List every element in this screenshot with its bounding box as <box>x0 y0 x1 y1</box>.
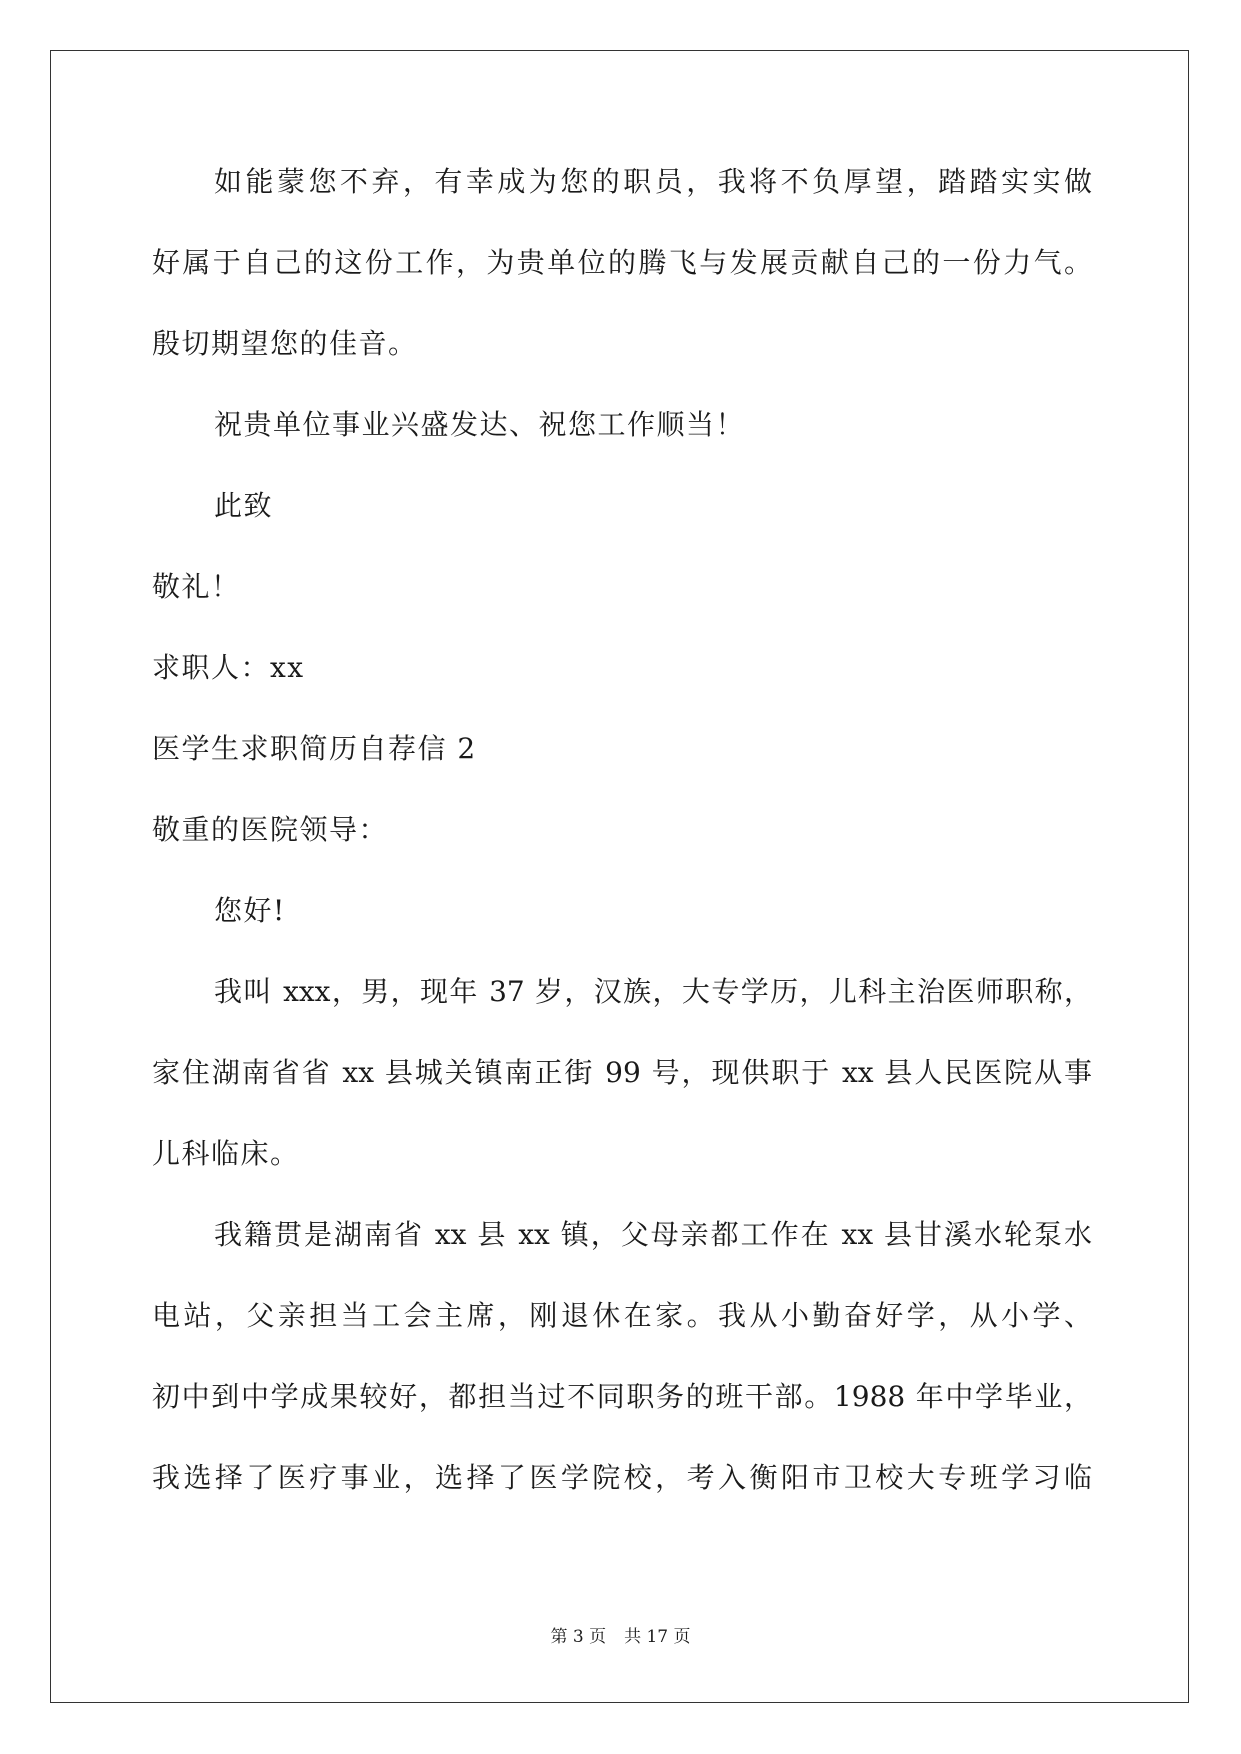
text-line: 儿科临床。 <box>152 1137 300 1170</box>
page-total: 共 17 页 <box>624 1627 691 1647</box>
text-line: 我籍贯是湖南省 xx 县 xx 镇，父母亲都工作在 xx 县甘溪水轮泵水 <box>214 1218 1092 1251</box>
text-line: 我叫 xxx，男，现年 37 岁，汉族，大专学历，儿科主治医师职称， <box>214 975 1092 1008</box>
applicant-signature: 求职人：xx <box>152 651 305 684</box>
text-line: 初中到中学成果较好，都担当过不同职务的班干部。1988 年中学毕业， <box>152 1380 1092 1413</box>
document-body <box>152 162 1092 1539</box>
page-footer <box>0 1625 1241 1649</box>
section-title: 医学生求职简历自荐信 2 <box>152 732 477 765</box>
letter-addressee: 敬重的医院领导： <box>152 813 389 846</box>
letter-greeting: 您好! <box>214 894 286 927</box>
text-line: 家住湖南省省 xx 县城关镇南正街 99 号，现供职于 xx 县人民医院从事 <box>152 1056 1092 1089</box>
text-line: 殷切期望您的佳音。 <box>152 327 418 360</box>
text-line: 我选择了医疗事业，选择了医学院校，考入衡阳市卫校大专班学习临 <box>152 1461 1092 1494</box>
closing-salutation: 此致 <box>214 489 274 522</box>
text-line: 好属于自己的这份工作，为贵单位的腾飞与发展贡献自己的一份力气。 <box>152 246 1092 279</box>
page-number: 第 3 页 <box>550 1627 607 1647</box>
text-line: 祝贵单位事业兴盛发达、祝您工作顺当！ <box>214 408 746 441</box>
text-line: 如能蒙您不弃，有幸成为您的职员，我将不负厚望，踏踏实实做 <box>214 165 1092 198</box>
text-line: 电站，父亲担当工会主席，刚退休在家。我从小勤奋好学，从小学、 <box>152 1299 1092 1332</box>
closing-regards: 敬礼！ <box>152 570 241 603</box>
